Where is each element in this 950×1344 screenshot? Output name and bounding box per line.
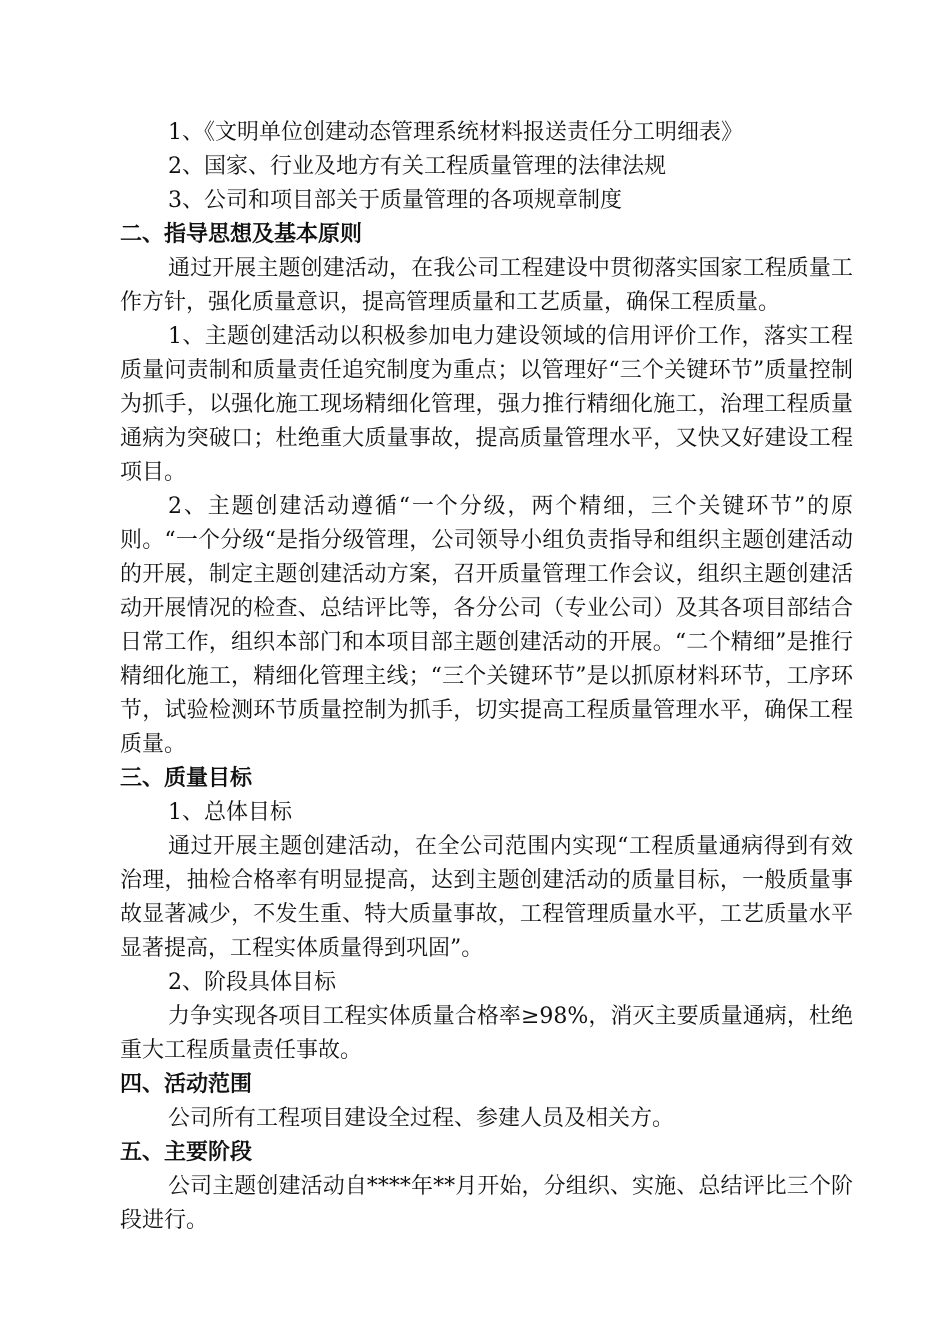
- subheading-overall-goal: 1、总体目标: [168, 800, 292, 825]
- section-heading-quality-goals: 三、质量目标: [120, 766, 253, 791]
- reference-item-1: 1、《文明单位创建动态管理系统材料报送责任分工明细表》: [168, 120, 743, 145]
- section-heading-main-stages: 五、主要阶段: [120, 1140, 253, 1165]
- paragraph: 2、主题创建活动遵循“一个分级，两个精细，三个关键环节”的原则。“一个分级“是指分级管理，公司领导小组负责指导和组织主题创建活动的开展，制定主题创建活动方案，召开质量管理工作会议，组织主题创建活动开展情况的检查、总结评比等，各分公司（专业公司）及其各项目部结合日常工作，组织本部门和本项目部主题创建活动的开展。“二个精细”是推行精细化施工，精细化管理主线；“三个关键环节”是以抓原材料环节，工序环节，试验检测环节质量控制为抓手，切实提高工程质量管理水平，确保工程质量。: [120, 494, 853, 757]
- reference-item-3: 3、公司和项目部关于质量管理的各项规章制度: [168, 188, 622, 213]
- paragraph: 公司主题创建活动自****年**月开始，分组织、实施、总结评比三个阶段进行。: [120, 1174, 853, 1233]
- reference-item-2: 2、国家、行业及地方有关工程质量管理的法律法规: [168, 154, 666, 179]
- paragraph: 力争实现各项目工程实体质量合格率≥98%，消灭主要质量通病，杜绝重大工程质量责任事故。: [120, 1004, 853, 1063]
- section-heading-scope: 四、活动范围: [120, 1072, 253, 1097]
- paragraph: 1、主题创建活动以积极参加电力建设领域的信用评价工作，落实工程质量问责制和质量责任追究制度为重点；以管理好“三个关键环节”质量控制为抓手，以强化施工现场精细化管理，强力推行精细化施工，治理工程质量通病为突破口；杜绝重大质量事故，提高质量管理水平，又快又好建设工程项目。: [120, 324, 853, 485]
- section-heading-guiding-principles: 二、指导思想及基本原则: [120, 222, 363, 247]
- paragraph: 通过开展主题创建活动，在我公司工程建设中贯彻落实国家工程质量工作方针，强化质量意识，提高管理质量和工艺质量，确保工程质量。: [120, 256, 853, 315]
- paragraph: 通过开展主题创建活动，在全公司范围内实现“工程质量通病得到有效治理，抽检合格率有明显提高，达到主题创建活动的质量目标，一般质量事故显著减少，不发生重、特大质量事故，工程管理质量水平，工艺质量水平显著提高，工程实体质量得到巩固”。: [120, 834, 853, 961]
- subheading-stage-goal: 2、阶段具体目标: [168, 970, 336, 995]
- paragraph: 公司所有工程项目建设全过程、参建人员及相关方。: [168, 1106, 675, 1131]
- document-page: [120, 116, 853, 1238]
